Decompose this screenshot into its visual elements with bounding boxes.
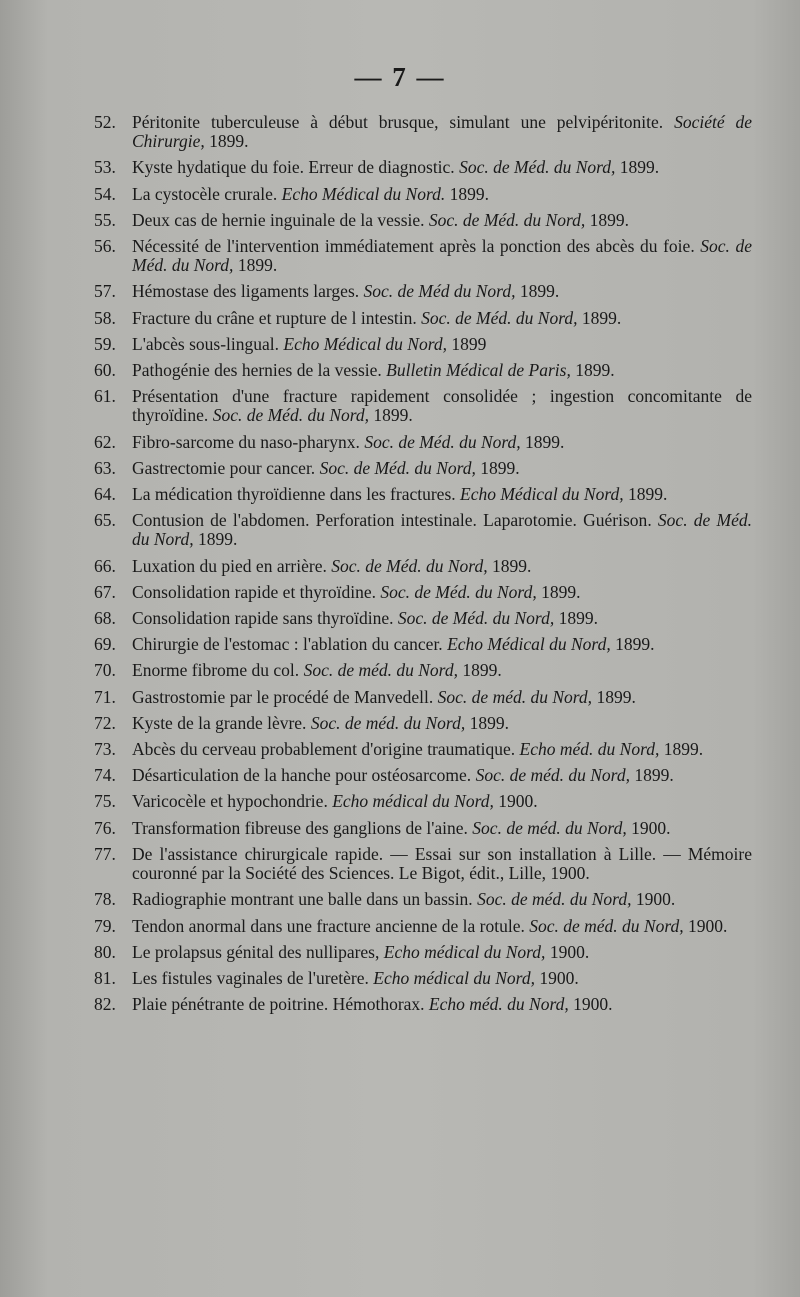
entry-text [132, 361, 752, 380]
entry-year: 1900. [688, 915, 728, 936]
entry-number: 60. [94, 360, 116, 381]
entry-number: 58. [94, 307, 116, 328]
entry-title: La cystocèle crurale. [132, 183, 278, 204]
list-item [0, 511, 800, 549]
entry-text [132, 459, 752, 478]
entry-text [132, 282, 752, 301]
list-item [0, 969, 800, 988]
entry-title: Varicocèle et hypochondrie. [132, 791, 328, 812]
entry-year: 1899. [209, 131, 249, 152]
entry-year: 1899. [491, 555, 532, 576]
entry-text [132, 211, 752, 230]
entry-number: 73. [94, 739, 116, 760]
entry-year: 1899. [596, 686, 636, 707]
list-item [0, 766, 800, 785]
entry-source: Echo Médical du Nord. [281, 183, 446, 204]
list-item [0, 335, 800, 354]
list-item [0, 459, 800, 478]
entry-number: 72. [94, 712, 116, 733]
entry-title: Gastrostomie par le procédé de Manvedell. [132, 686, 434, 707]
entry-title: Hémostase des ligaments larges. [132, 281, 360, 302]
entry-text [132, 890, 752, 909]
entry-number: 62. [94, 431, 116, 452]
entry-source: Soc. de méd. du Nord, [310, 712, 466, 733]
entry-text [132, 583, 752, 602]
bibliography-list [0, 113, 800, 1021]
entry-source: Echo médical du Nord, [373, 967, 535, 988]
entry-source: Echo Médical du Nord, [447, 634, 611, 655]
entry-number: 57. [94, 281, 116, 302]
entry-source: Soc. de Méd du Nord, [363, 281, 516, 302]
list-item [0, 583, 800, 602]
entry-number: 65. [94, 510, 116, 531]
entry-number: 80. [94, 941, 116, 962]
entry-year: 1899. [589, 209, 629, 230]
entry-title: Les fistules vaginales de l'uretère. [132, 967, 369, 988]
entry-source: Soc. de méd. du Nord, [472, 817, 627, 838]
entry-text [132, 557, 752, 576]
list-item [0, 943, 800, 962]
list-item [0, 714, 800, 733]
list-item [0, 635, 800, 654]
entry-source: Echo méd. du Nord, [519, 739, 660, 760]
list-item [0, 282, 800, 301]
entry-title: Transformation fibreuse des ganglions de l'aine. [132, 817, 468, 838]
entry-title: Plaie pénétrante de poitrine. Hémothorax. [132, 994, 425, 1015]
entry-source: Soc. de méd. du Nord, [529, 915, 684, 936]
entry-number: 70. [94, 660, 116, 681]
entry-number: 78. [94, 889, 116, 910]
entry-text [132, 845, 752, 883]
entry-source: Echo Médical du Nord, [460, 484, 624, 505]
entry-number: 59. [94, 333, 116, 354]
entry-title: De l'assistance chirurgicale rapide. — Essai sur son installation à Lille. — Mémoire couronné par la Société des Sciences. Le Bigot, édit., Lille, 1900. [132, 843, 752, 884]
entry-source: Soc. de Méd. du Nord, [132, 236, 752, 276]
entry-source: Soc. de Méd. du Nord, [331, 555, 488, 576]
entry-number: 64. [94, 484, 116, 505]
entry-title: Chirurgie de l'estomac : l'ablation du cancer. [132, 634, 443, 655]
entry-number: 61. [94, 386, 116, 407]
entry-number: 82. [94, 994, 116, 1015]
entry-year: 1899. [541, 581, 581, 602]
entry-year: 1900. [635, 889, 676, 910]
entry-title: La médication thyroïdienne dans les fractures. [132, 484, 456, 505]
list-item [0, 433, 800, 452]
entry-text [132, 995, 752, 1014]
list-item [0, 819, 800, 838]
list-item [0, 485, 800, 504]
entry-title: Abcès du cerveau probablement d'origine traumatique. [132, 739, 516, 760]
list-item [0, 661, 800, 680]
entry-source: Soc. de Méd. du Nord, [421, 307, 578, 328]
entry-text [132, 158, 752, 177]
list-item [0, 211, 800, 230]
entry-title: Radiographie montrant une balle dans un bassin. [132, 889, 473, 910]
list-item [0, 890, 800, 909]
entry-text [132, 819, 752, 838]
entry-number: 54. [94, 183, 116, 204]
list-item [0, 740, 800, 759]
entry-title: Luxation du pied en arrière. [132, 555, 327, 576]
list-item [0, 237, 800, 275]
list-item [0, 845, 800, 883]
entry-number: 77. [94, 843, 116, 864]
entry-year: 1899. [628, 484, 668, 505]
entry-year: 1899. [519, 281, 560, 302]
page-number: — 7 — [354, 62, 446, 92]
entry-source: Bulletin Médical de Paris, [386, 360, 571, 381]
list-item [0, 557, 800, 576]
entry-number: 66. [94, 555, 116, 576]
entry-source: Soc. de Méd. du Nord, [319, 457, 476, 478]
entry-text [132, 237, 752, 275]
entry-year: 1899. [663, 739, 704, 760]
entry-year: 1899. [197, 529, 238, 550]
entry-source: Soc. de Méd. du Nord, [459, 157, 616, 178]
entry-year: 1900. [573, 994, 613, 1015]
entry-year: 1899. [237, 255, 278, 276]
entry-title: Présentation d'une fracture rapidement consolidée ; ingestion concomitante de thyroïdine. [132, 386, 752, 426]
entry-text [132, 433, 752, 452]
entry-title: Tendon anormal dans une fracture ancienne de la rotule. [132, 915, 525, 936]
entry-year: 1899 [451, 333, 487, 354]
entry-text [132, 185, 752, 204]
entry-year: 1899. [581, 307, 622, 328]
entry-number: 76. [94, 817, 116, 838]
entry-text [132, 943, 752, 962]
entry-source: Soc. de Méd. du Nord, [397, 608, 555, 629]
entry-number: 67. [94, 581, 116, 602]
entry-title: Désarticulation de la hanche pour ostéosarcome. [132, 765, 472, 786]
list-item [0, 792, 800, 811]
entry-year: 1899. [480, 457, 520, 478]
entry-source: Soc. de Méd. du Nord, [132, 510, 752, 550]
entry-source: Soc. de Méd. du Nord, [428, 209, 586, 230]
entry-number: 68. [94, 608, 116, 629]
list-item [0, 113, 800, 151]
list-item [0, 185, 800, 204]
entry-year: 1899. [469, 712, 509, 733]
list-item [0, 387, 800, 425]
entry-number: 75. [94, 791, 116, 812]
entry-source: Echo médical du Nord, [332, 791, 494, 812]
entry-text [132, 917, 752, 936]
entry-text [132, 387, 752, 425]
entry-title: Gastrectomie pour cancer. [132, 457, 316, 478]
entry-text [132, 485, 752, 504]
entry-number: 56. [94, 236, 116, 257]
entry-title: Consolidation rapide sans thyroïdine. [132, 608, 394, 629]
entry-title: Le prolapsus génital des nullipares, [132, 941, 380, 962]
entry-title: Pathogénie des hernies de la vessie. [132, 360, 382, 381]
entry-source: Société de Chirurgie, [132, 112, 753, 152]
entry-number: 63. [94, 457, 116, 478]
list-item [0, 158, 800, 177]
entry-text [132, 511, 752, 549]
entry-text [132, 766, 752, 785]
entry-text [132, 792, 752, 811]
entry-number: 52. [94, 112, 116, 132]
entry-source: Soc. de méd. du Nord, [437, 686, 593, 707]
entry-text [132, 635, 752, 654]
entry-number: 53. [94, 157, 116, 178]
entry-text [132, 335, 752, 354]
entry-source: Soc. de Méd. du Nord, [364, 431, 521, 452]
entry-number: 69. [94, 634, 116, 655]
entry-text [132, 969, 752, 988]
entry-source: Echo Médical du Nord, [283, 333, 448, 354]
entry-source: Soc. de méd. du Nord, [303, 660, 458, 681]
entry-title: Kyste de la grande lèvre. [132, 712, 307, 733]
entry-source: Soc. de Méd. du Nord, [212, 405, 370, 426]
entry-number: 79. [94, 915, 116, 936]
entry-title: Enorme fibrome du col. [132, 660, 300, 681]
entry-title: Consolidation rapide et thyroïdine. [132, 581, 376, 602]
entry-source: Soc. de méd. du Nord, [475, 765, 630, 786]
entry-year: 1899. [619, 157, 660, 178]
entry-text [132, 309, 752, 328]
list-item [0, 917, 800, 936]
entry-source: Echo médical du Nord, [383, 941, 546, 962]
entry-year: 1900. [539, 967, 579, 988]
entry-year: 1900. [498, 791, 538, 812]
entry-title: Contusion de l'abdomen. Perforation intestinale. Laparotomie. Guérison. [132, 510, 652, 531]
entry-title: Fibro-sarcome du naso-pharynx. [132, 431, 360, 452]
entry-year: 1899. [575, 360, 615, 381]
entry-number: 74. [94, 765, 116, 786]
list-item [0, 688, 800, 707]
entry-year: 1900. [631, 817, 671, 838]
list-item [0, 995, 800, 1014]
entry-text [132, 714, 752, 733]
entry-year: 1899. [462, 660, 502, 681]
list-item [0, 361, 800, 380]
entry-year: 1899. [525, 431, 565, 452]
entry-title: Fracture du crâne et rupture de l intestin. [132, 307, 417, 328]
entry-number: 71. [94, 686, 116, 707]
entry-title: Kyste hydatique du foie. Erreur de diagnostic. [132, 157, 455, 178]
entry-number: 81. [94, 967, 116, 988]
entry-year: 1899. [634, 765, 674, 786]
entry-text [132, 740, 752, 759]
entry-title: L'abcès sous-lingual. [132, 333, 280, 354]
entry-text [132, 609, 752, 628]
entry-title: Nécessité de l'intervention immédiatement après la ponction des abcès du foie. [132, 236, 695, 257]
entry-text [132, 688, 752, 707]
entry-year: 1899. [558, 608, 598, 629]
entry-source: Echo méd. du Nord, [428, 994, 569, 1015]
entry-text [132, 661, 752, 680]
entry-year: 1899. [373, 405, 413, 426]
entry-text [132, 113, 752, 151]
entry-title: Deux cas de hernie inguinale de la vessie. [132, 209, 425, 230]
entry-year: 1899. [615, 634, 655, 655]
entry-year: 1900. [549, 941, 590, 962]
entry-number: 55. [94, 209, 116, 230]
entry-year: 1899. [449, 183, 490, 204]
list-item [0, 609, 800, 628]
entry-title: Péritonite tuberculeuse à début brusque, simulant une pelvipéritonite. [132, 112, 664, 132]
entry-source: Soc. de Méd. du Nord, [380, 581, 537, 602]
list-item [0, 309, 800, 328]
entry-source: Soc. de méd. du Nord, [477, 889, 632, 910]
